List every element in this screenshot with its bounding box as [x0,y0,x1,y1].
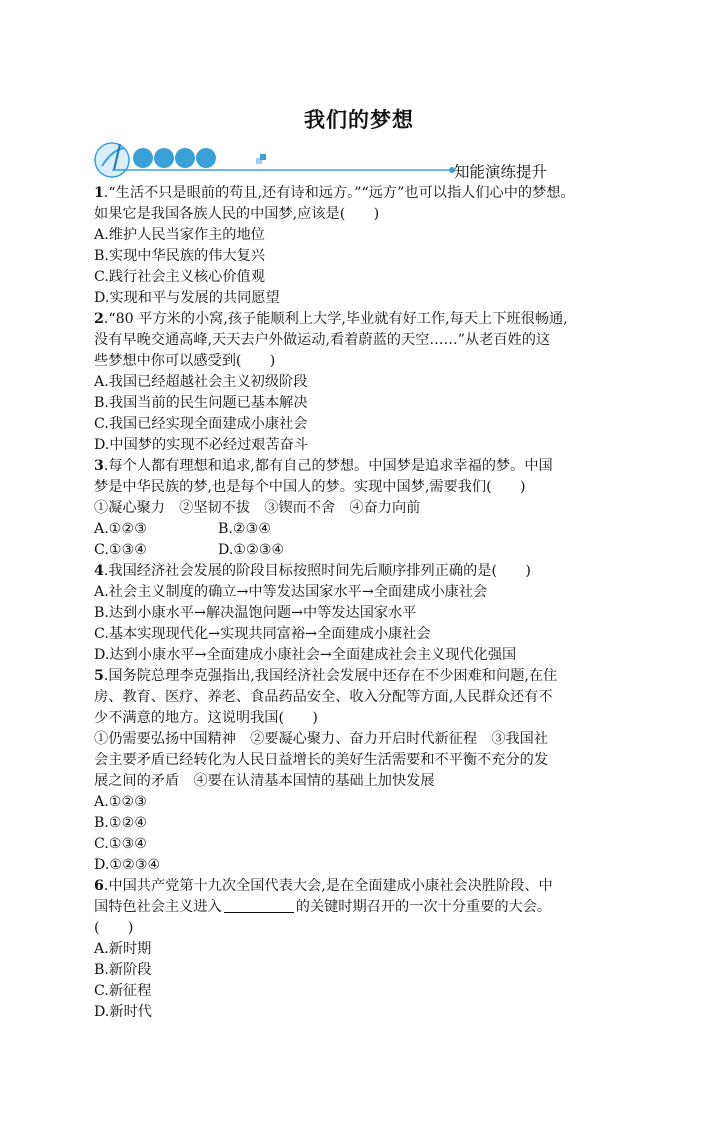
question-choices: ①仍需要弘扬中国精神 ②要凝心聚力、奋力开启时代新征程 ③我国社 [94,731,549,747]
question-3: 3.每个人都有理想和追求,都有自己的梦想。中国梦是追求幸福的梦。中国 梦是中华民族的梦,也是每个中国人的梦。实现中国梦,需要我们( ) ①凝心聚力 ②坚韧不拔 ③锲而不舍 ④奋力向前 A.①②③ B.②③④ C.①③④ D.①②③④ [94,456,634,561]
banner-decoration-icon [92,140,512,182]
section-label: 知能演练提升 [454,163,548,181]
question-choices: 会主要矛盾已经转化为人民日益增长的美好生活需要和不平衡不充分的发 [94,752,549,768]
option-b[interactable]: B.实现中华民族的伟大复兴 [94,248,265,264]
question-stem: 国特色社会主义进入 [94,899,222,915]
fill-blank[interactable] [224,898,294,913]
option-a[interactable]: A.①②③ [94,794,147,810]
option-b[interactable]: B.达到小康水平→解决温饱问题→中等发达国家水平 [94,605,417,621]
question-number: 5 [94,668,104,684]
question-2: 2.“80 平方米的小窝,孩子能顺利上大学,毕业就有好工作,每天上下班很畅通, 没有早晚交通高峰,天天去户外做运动,看着蔚蓝的天空……”从老百姓的这 些梦想中你可以感受到( ) A.我国已经超越社会主义初级阶段 B.我国当前的民生问题已基本解决 C.我国已经实现全面建成小康社会 D.中国梦的实现不必经过艰苦奋斗 [94,309,634,456]
question-stem: 中国共产党第十九次全国代表大会,是在全面建成小康社会决胜阶段、中 [108,878,553,894]
option-d[interactable]: D.①②③④ [218,542,285,558]
option-d[interactable]: D.达到小康水平→全面建成小康社会→全面建成社会主义现代化强国 [94,647,517,663]
option-a[interactable]: A.①②③ [94,521,147,537]
option-c[interactable]: C.①③④ [94,542,148,558]
question-number: 6 [94,878,104,894]
question-stem: 房、教育、医疗、养老、食品药品安全、收入分配等方面,人民群众还有不 [94,689,553,705]
question-5: 5.国务院总理李克强指出,我国经济社会发展中还存在不少困难和问题,在住 房、教育、医疗、养老、食品药品安全、收入分配等方面,人民群众还有不 少不满意的地方。这说明我国( ) ①仍需要弘扬中国精神 ②要凝心聚力、奋力开启时代新征程 ③我国社 会主要矛盾已经转化为人民日益增长的美好生活需要和不平衡不充分的发 展之间的矛盾 ④要在认清基本国情的基础上加快发展 A.①②③ B.①②④ C.①③④ D.①②③④ [94,666,634,876]
option-a[interactable]: A.维护人民当家作主的地位 [94,227,265,243]
option-a[interactable]: A.我国已经超越社会主义初级阶段 [94,374,308,390]
answer-bracket: ( ) [94,920,134,936]
question-stem: 每个人都有理想和追求,都有自己的梦想。中国梦是追求幸福的梦。中国 [108,458,553,474]
option-d[interactable]: D.中国梦的实现不必经过艰苦奋斗 [94,437,309,453]
question-stem: 梦是中华民族的梦,也是每个中国人的梦。实现中国梦,需要我们( ) [94,479,526,495]
option-d[interactable]: D.实现和平与发展的共同愿望 [94,290,280,306]
question-6: 6.中国共产党第十九次全国代表大会,是在全面建成小康社会决胜阶段、中 国特色社会主义进入 的关键时期召开的一次十分重要的大会。 ( ) A.新时期 B.新阶段 C.新征程 D.新时代 [94,876,634,1023]
questions-list [94,183,634,1023]
question-choices: 展之间的矛盾 ④要在认清基本国情的基础上加快发展 [94,773,435,789]
question-stem: “80 平方米的小窝,孩子能顺利上大学,毕业就有好工作,每天上下班很畅通, [108,311,568,327]
question-stem: 我国经济社会发展的阶段目标按照时间先后顺序排列正确的是( ) [108,563,531,579]
option-c[interactable]: C.践行社会主义核心价值观 [94,269,265,285]
question-number: 1 [94,185,104,201]
question-stem: 国务院总理李克强指出,我国经济社会发展中还存在不少困难和问题,在住 [108,668,558,684]
question-stem: 的关键时期召开的一次十分重要的大会。 [295,899,552,915]
question-1: 1.“生活不只是眼前的苟且,还有诗和远方。”“远方”也可以指人们心中的梦想。 如果它是我国各族人民的中国梦,应该是( ) A.维护人民当家作主的地位 B.实现中华民族的伟大复兴 C.践行社会主义核心价值观 D.实现和平与发展的共同愿望 [94,183,634,309]
option-d[interactable]: D.①②③④ [94,857,161,873]
option-a[interactable]: A.新时期 [94,941,152,957]
option-b[interactable]: B.②③④ [218,521,272,537]
option-c[interactable]: C.①③④ [94,836,148,852]
question-number: 2 [94,311,104,327]
section-banner [92,140,548,182]
question-stem: 如果它是我国各族人民的中国梦,应该是( ) [94,206,380,222]
option-c[interactable]: C.我国已经实现全面建成小康社会 [94,416,308,432]
option-a[interactable]: A.社会主义制度的确立→中等发达国家水平→全面建成小康社会 [94,584,488,600]
option-d[interactable]: D.新时代 [94,1004,152,1020]
question-4: 4.我国经济社会发展的阶段目标按照时间先后顺序排列正确的是( ) A.社会主义制度的确立→中等发达国家水平→全面建成小康社会 B.达到小康水平→解决温饱问题→中等发达国家水平 C.基本实现现代化→实现共同富裕→全面建成小康社会 D.达到小康水平→全面建成小康社会→全面建成社会主义现代化强国 [94,561,634,666]
question-stem: 没有早晚交通高峰,天天去户外做运动,看着蔚蓝的天空……”从老百姓的这 [94,332,551,348]
question-choices: ①凝心聚力 ②坚韧不拔 ③锲而不舍 ④奋力向前 [94,500,421,516]
question-number: 4 [94,563,104,579]
page-title: 我们的梦想 [304,107,414,132]
option-b[interactable]: B.①②④ [94,815,148,831]
question-stem: 些梦想中你可以感受到( ) [94,353,276,369]
question-stem: 少不满意的地方。这说明我国( ) [94,710,318,726]
question-number: 3 [94,458,104,474]
option-b[interactable]: B.我国当前的民生问题已基本解决 [94,395,308,411]
question-stem: “生活不只是眼前的苟且,还有诗和远方。”“远方”也可以指人们心中的梦想。 [108,185,575,201]
option-c[interactable]: C.基本实现现代化→实现共同富裕→全面建成小康社会 [94,626,431,642]
option-c[interactable]: C.新征程 [94,983,152,999]
option-b[interactable]: B.新阶段 [94,962,152,978]
